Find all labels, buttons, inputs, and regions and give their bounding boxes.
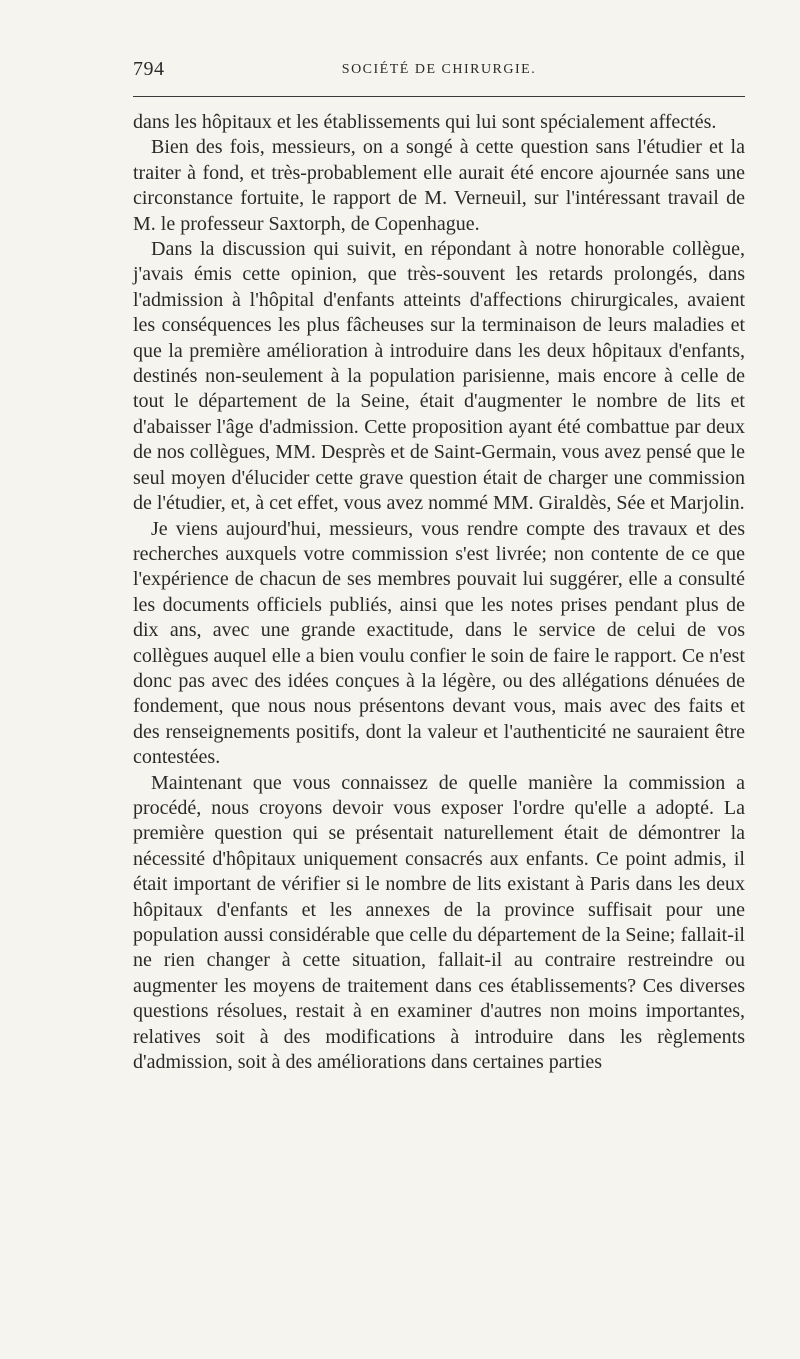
paragraph-4: Je viens aujourd'hui, messieurs, vous rendre compte des travaux et des recherches auxquels votre commission s'est livrée; non contente de ce que l'expérience de chacun de ses membres pouvait lui suggérer, elle a consulté les documents officiels publiés, ainsi que les notes prises pendant plus de dix ans, avec une grande exactitude, dans le service de celui de vos collègues auquel elle a bien voulu confier le soin de faire le rapport. Ce n'est donc pas avec des idées conçues à la légère, ou des allégations dénuées de fondement, que nous nous présentons devant vous, mais avec des faits et des renseignements positifs, dont la valeur et l'authenticité ne sauraient être contestées. [133,517,745,769]
paragraph-1: dans les hôpitaux et les établissements qui lui sont spécialement affectés. [133,111,717,133]
paragraph-5: Maintenant que vous connaissez de quelle manière la commission a procédé, nous croyons devoir vous exposer l'ordre qu'elle a adopté. La première question qui se présentait naturellement était de démontrer la nécessité d'hôpitaux uniquement consacrés aux enfants. Ce point admis, il était important de vérifier si le nombre de lits existant à Paris dans les deux hôpitaux d'enfants et les annexes de la province suffisait pour une population aussi considérable que celle du département de la Seine; fallait-il ne rien changer à cette situation, fallait-il au contraire restreindre ou augmenter les moyens de traitement dans ces établissements? Ces diverses questions résolues, restait à en examiner d'autres non moins importantes, relatives soit à des modifications à introduire dans les règlements d'admission, soit à des améliorations dans certaines parties [133,771,745,1074]
body-text [133,110,745,1075]
paragraph-2: Bien des fois, messieurs, on a songé à cette question sans l'étudier et la traiter à fond, et très-probablement elle aurait été encore ajournée sans une circonstance fortuite, le rapport de M. Verneuil, sur l'intéressant travail de M. le professeur Saxtorph, de Copenhague. [133,136,745,235]
page-header [133,58,745,88]
page-number: 794 [133,58,165,80]
running-head: SOCIÉTÉ DE CHIRURGIE. [341,62,537,77]
paragraph-3: Dans la discussion qui suivit, en répondant à notre honorable collègue, j'avais émis cette opinion, que très-souvent les retards prolongés, dans l'admission à l'hôpital d'enfants atteints d'affections chirurgicales, avaient les conséquences les plus fâcheuses sur la terminaison de leurs maladies et que la première amélioration à introduire dans les deux hôpitaux d'enfants, destinés non-seulement à la population parisienne, mais encore à celle de tout le département de la Seine, était d'augmenter le nombre de lits et d'abaisser l'âge d'admission. Cette proposition ayant été combattue par deux de nos collègues, MM. Desprès et de Saint-Germain, vous avez pensé que le seul moyen d'élucider cette grave question était de charger une commission de l'étudier, et, à cet effet, vous avez nommé MM. Giraldès, Sée et Marjolin. [133,238,745,515]
header-rule [133,96,745,97]
